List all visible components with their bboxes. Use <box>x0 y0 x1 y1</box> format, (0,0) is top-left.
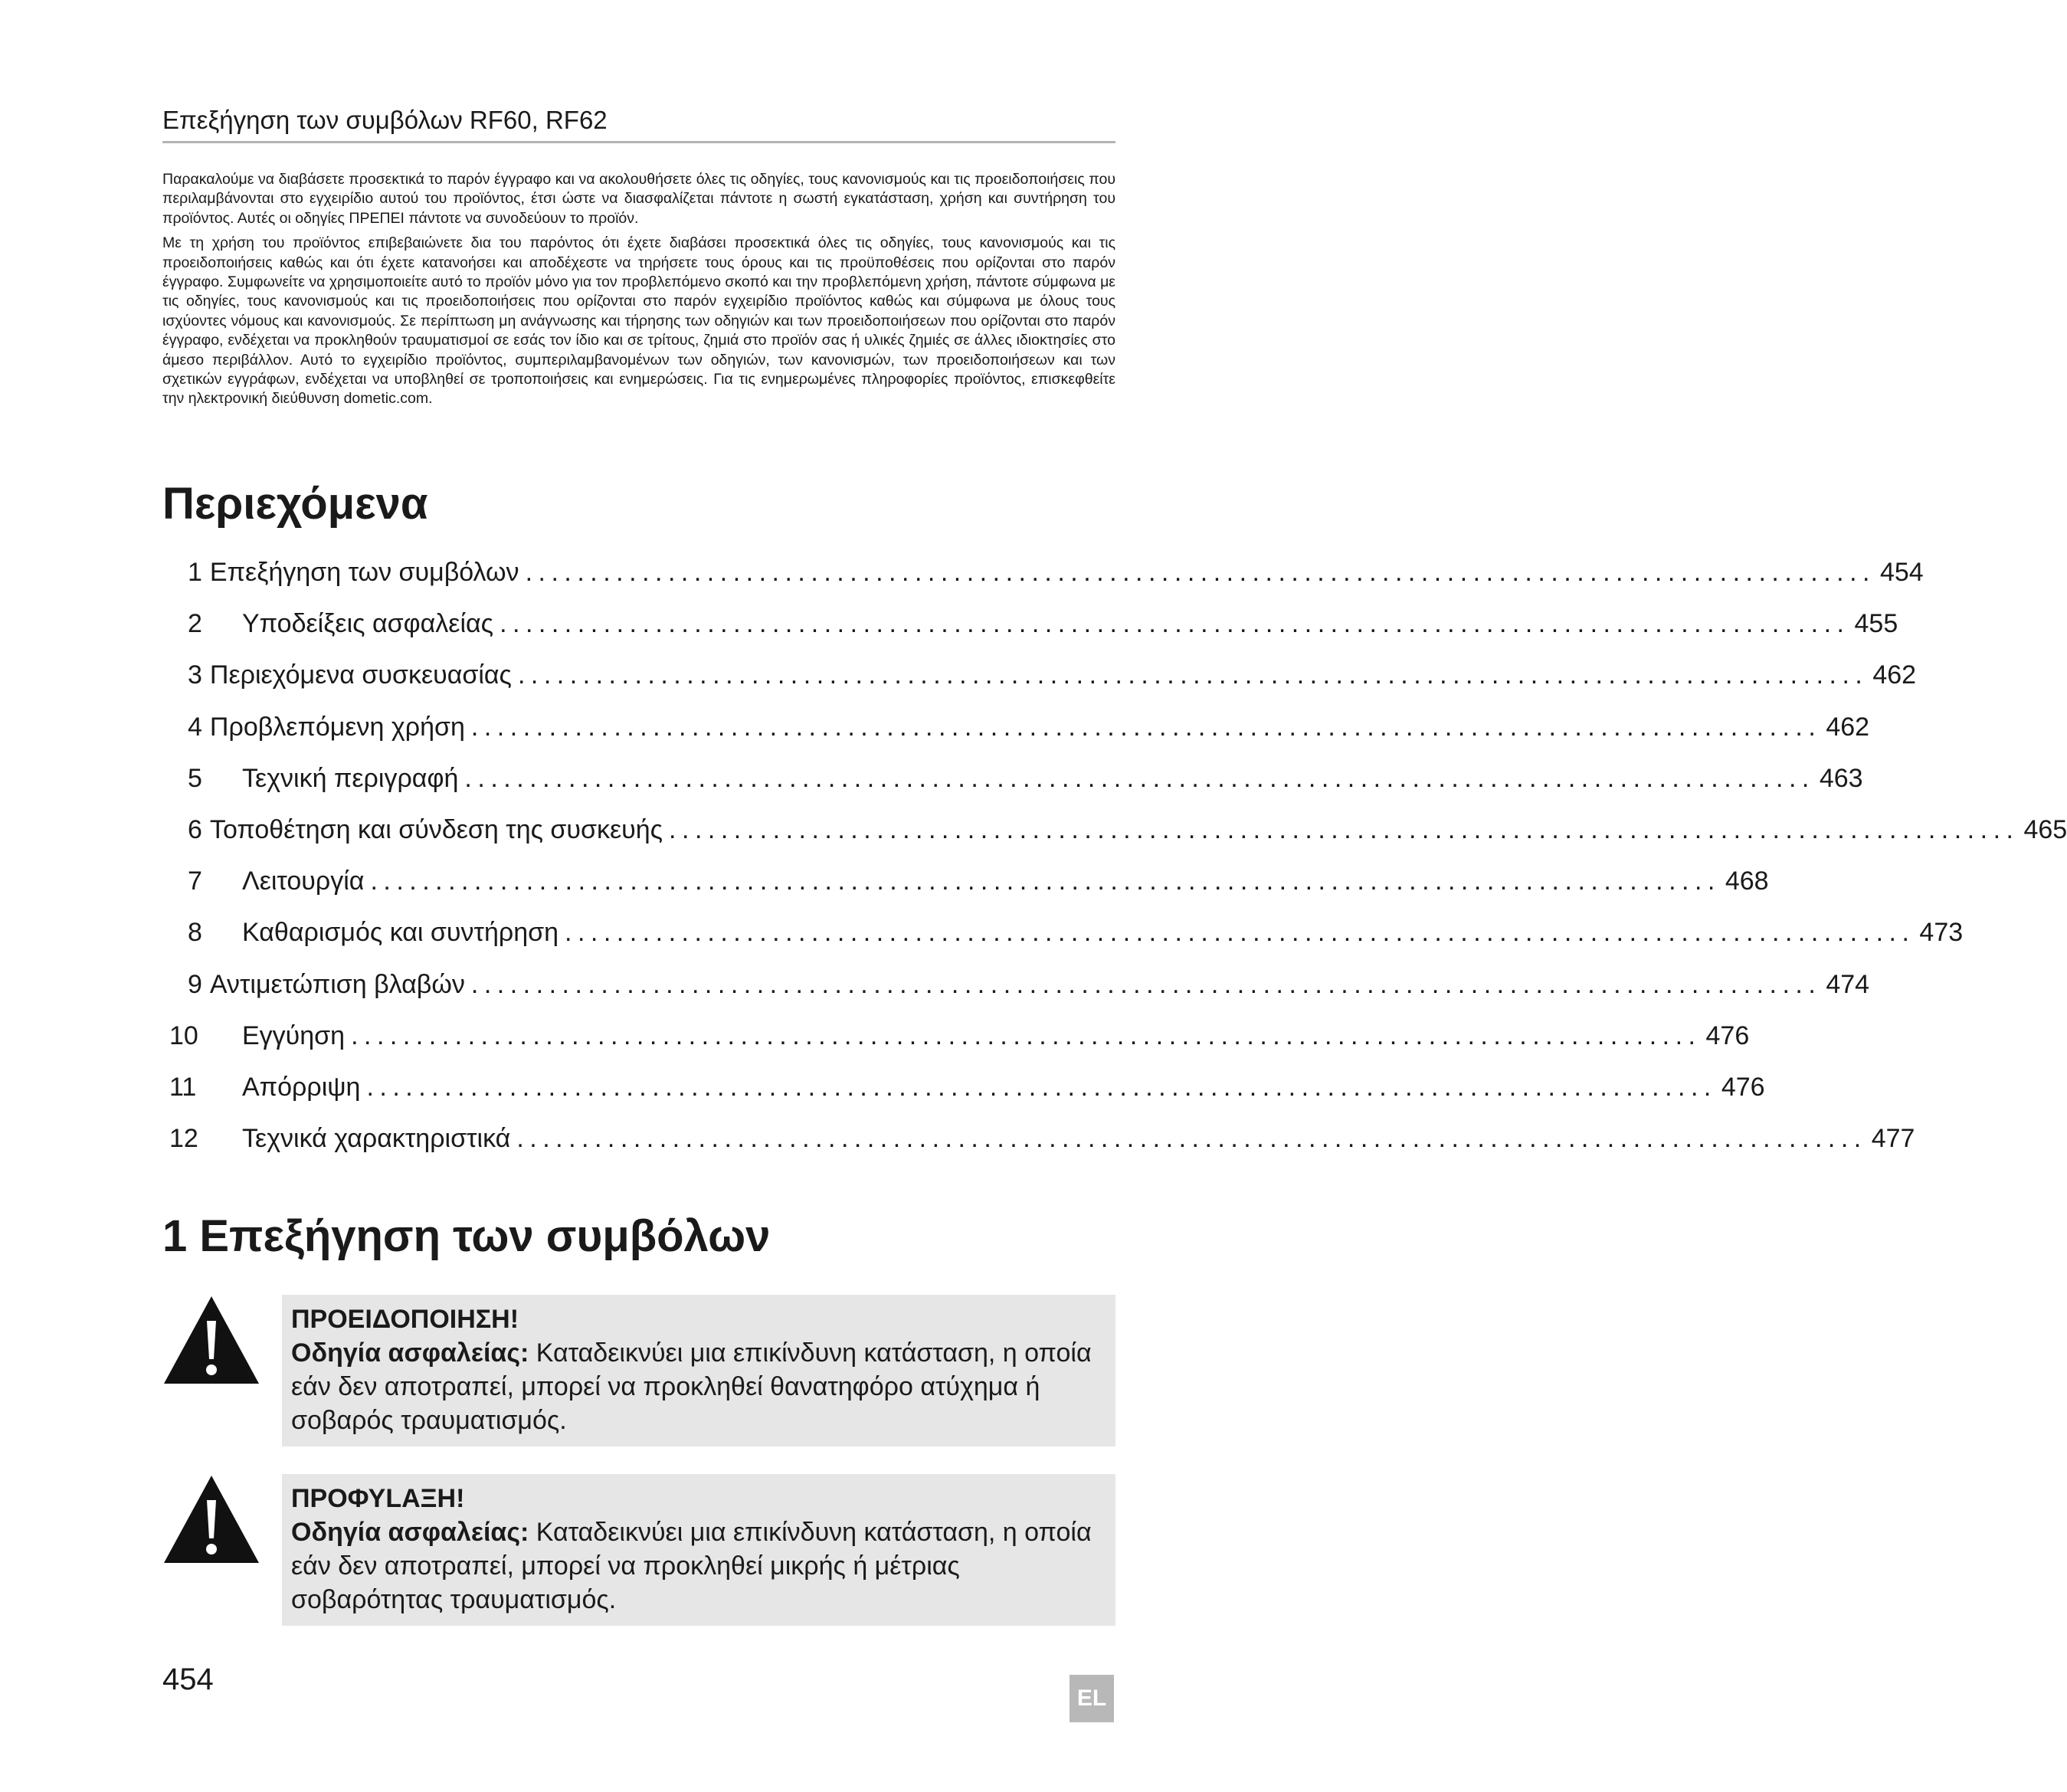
toc-leader-dots: ........................................................................................................ <box>517 660 1869 690</box>
toc-leader-dots: ........................................................................................................ <box>500 609 1850 639</box>
toc-item-8[interactable] <box>162 907 1964 958</box>
caution-text: Καταδεικνύει μια επικίνδυνη κατάσταση, η οποία εάν δεν αποτραπεί, μπορεί να προκληθεί μικρής ή μέτριας σοβαρότητας τραυματισμός. <box>291 1518 1092 1614</box>
warning-lead: Οδηγία ασφαλείας: <box>291 1338 529 1368</box>
section-title: 1 Επεξήγηση των συμβόλων <box>162 1211 771 1261</box>
toc-item-page: 462 <box>1826 712 1870 742</box>
toc-item-number: 3 <box>188 660 202 690</box>
toc-item-label: Καθαρισμός και συντήρηση <box>242 918 559 948</box>
caution-box <box>282 1474 1115 1626</box>
toc-item-1[interactable] <box>162 547 1924 598</box>
warning-heading: ΠΡΟΕΙΔΟΠΟΙΗΣΗ! <box>291 1305 519 1334</box>
toc-item-2[interactable] <box>162 598 1898 650</box>
caution-triangle-icon <box>162 1474 260 1564</box>
toc-item-11[interactable] <box>162 1062 1765 1113</box>
intro-paragraph-1: Παρακαλούμε να διαβάσετε προσεκτικά το παρόν έγγραφο και να ακολουθήσετε όλες τις οδηγίες, τους κανονισμούς και τις προειδοποιήσεις που περιλαμβάνονται στο εγχειρίδιο αυτού του προϊόντος, έτσι ώστε να διασφαλίζεται πάντοτε η σωστή εγκατάσταση, χρήση και συντήρηση του προϊόντος. Αυτές οι οδηγίες ΠΡΕΠΕΙ πάντοτε να συνοδεύουν το προϊόν. <box>162 171 1115 227</box>
toc-item-page: 477 <box>1871 1124 1915 1154</box>
toc-leader-dots: ........................................................................................................ <box>669 815 2020 845</box>
toc-item-page: 474 <box>1826 969 1870 999</box>
toc-item-number: 12 <box>169 1124 198 1154</box>
page-header: Επεξήγηση των συμβόλων RF60, RF62 <box>162 104 1115 143</box>
table-of-contents <box>162 547 2067 1165</box>
toc-item-label: Περιεχόμενα συσκευασίας <box>209 660 512 690</box>
warning-triangle-icon <box>162 1295 260 1385</box>
toc-item-6[interactable] <box>162 804 2067 856</box>
toc-leader-dots: ........................................................................................................ <box>464 763 1815 793</box>
toc-item-10[interactable] <box>162 1011 1750 1062</box>
language-badge: EL <box>1070 1675 1114 1722</box>
toc-leader-dots: ........................................................................................................ <box>351 1020 1702 1050</box>
toc-item-label: Υποδείξεις ασφαλείας <box>242 609 494 639</box>
toc-item-number: 2 <box>188 609 202 639</box>
toc-leader-dots: ........................................................................................................ <box>366 1072 1717 1102</box>
toc-leader-dots: ........................................................................................................ <box>565 918 1915 948</box>
toc-item-page: 463 <box>1819 763 1863 793</box>
caution-lead: Οδηγία ασφαλείας: <box>291 1518 529 1547</box>
toc-item-7[interactable] <box>162 856 1769 907</box>
toc-item-number: 4 <box>188 712 202 742</box>
toc-item-9[interactable] <box>162 959 1870 1011</box>
toc-item-page: 468 <box>1725 867 1769 896</box>
toc-item-number: 6 <box>188 815 202 845</box>
toc-item-label: Τοποθέτηση και σύνδεση της συσκευής <box>209 815 663 845</box>
toc-item-number: 1 <box>188 558 202 588</box>
warning-box <box>282 1295 1115 1446</box>
toc-title: Περιεχόμενα <box>162 479 428 529</box>
caution-notice <box>162 1474 1115 1626</box>
toc-leader-dots: ........................................................................................................ <box>470 969 1822 999</box>
toc-item-page: 473 <box>1919 918 1964 948</box>
toc-item-page: 476 <box>1705 1020 1750 1050</box>
toc-item-page: 476 <box>1721 1072 1765 1102</box>
toc-item-page: 455 <box>1854 609 1898 639</box>
toc-item-number: 7 <box>188 867 202 896</box>
toc-item-4[interactable] <box>162 702 1870 753</box>
toc-item-label: Τεχνική περιγραφή <box>242 763 459 793</box>
toc-item-label: Απόρριψη <box>242 1072 361 1102</box>
toc-item-page: 454 <box>1879 558 1924 588</box>
toc-item-5[interactable] <box>162 753 1863 804</box>
toc-item-number: 5 <box>188 763 202 793</box>
intro-text <box>162 170 1115 414</box>
toc-item-label: Επεξήγηση των συμβόλων <box>209 558 519 588</box>
toc-item-label: Τεχνικά χαρακτηριστικά <box>242 1124 511 1154</box>
toc-leader-dots: ........................................................................................................ <box>470 712 1822 742</box>
toc-item-number: 10 <box>169 1020 198 1050</box>
toc-item-page: 462 <box>1872 660 1917 690</box>
warning-text: Καταδεικνύει μια επικίνδυνη κατάσταση, η οποία εάν δεν αποτραπεί, μπορεί να προκληθεί θανατηφόρο ατύχημα ή σοβαρός τραυματισμός. <box>291 1338 1092 1435</box>
warning-notice <box>162 1295 1115 1446</box>
page-number: 454 <box>162 1663 214 1696</box>
toc-item-3[interactable] <box>162 650 1917 701</box>
toc-item-page: 465 <box>2023 815 2067 845</box>
toc-item-label: Προβλεπόμενη χρήση <box>209 712 465 742</box>
toc-item-12[interactable] <box>162 1113 1915 1165</box>
toc-leader-dots: ........................................................................................................ <box>370 867 1721 896</box>
toc-item-label: Λειτουργία <box>242 867 365 896</box>
toc-item-label: Αντιμετώπιση βλαβών <box>209 969 465 999</box>
toc-leader-dots: ........................................................................................................ <box>516 1124 1867 1154</box>
intro-paragraph-2: Με τη χρήση του προϊόντος επιβεβαιώνετε δια του παρόντος ότι έχετε διαβάσει προσεκτικά όλες τις οδηγίες, τους κανονισμούς και τις προειδοποιήσεις καθώς και ότι έχετε κατανοήσει και αποδέχεστε να τηρήσετε τους όρους και τις προϋποθέσεις που ορίζονται στο παρόν έγγραφο. Συμφωνείτε να χρησιμοποιείτε αυτό το προϊόν μόνο για τον προβλεπόμενο σκοπό και την προβλεπόμενη χρήση, πάντοτε σύμφωνα με τις οδηγίες, τους κανονισμούς και τις προειδοποιήσεις που ορίζονται στο παρόν εγχειρίδιο προϊόντος καθώς και σύμφωνα με όλους τους ισχύοντες νόμους και κανονισμούς. Σε περίπτωση μη ανάγνωσης και τήρησης των οδηγιών και των προειδοποιήσεων που ορίζονται στο παρόν έγγραφο, ενδέχεται να προκληθούν τραυματισμοί σε εσάς τον ίδιο και σε τρίτους, ζημιά στο προϊόν σας ή υλικές ζημιές σε άλλες ιδιοκτησίες στο άμεσο περιβάλλον. Αυτό το εγχειρίδιο προϊόντος, συμπεριλαμβανομένων των οδηγιών, των κανονισμών, των προειδοποιήσεων και των σχετικών εγγράφων, ενδέχεται να υποβληθεί σε τροποποιήσεις και ενημερώσεις. Για τις ενημερωμένες πληροφορίες προϊόντος, επισκεφθείτε την ηλεκτρονική διεύθυνση dometic.com. <box>162 234 1115 408</box>
caution-heading: ΠΡΟΦΥLΑΞΗ! <box>291 1484 465 1513</box>
toc-item-label: Εγγύηση <box>242 1020 346 1050</box>
toc-item-number: 8 <box>188 918 202 948</box>
toc-item-number: 11 <box>169 1072 197 1102</box>
toc-item-number: 9 <box>188 969 202 999</box>
toc-leader-dots: ........................................................................................................ <box>525 558 1875 588</box>
